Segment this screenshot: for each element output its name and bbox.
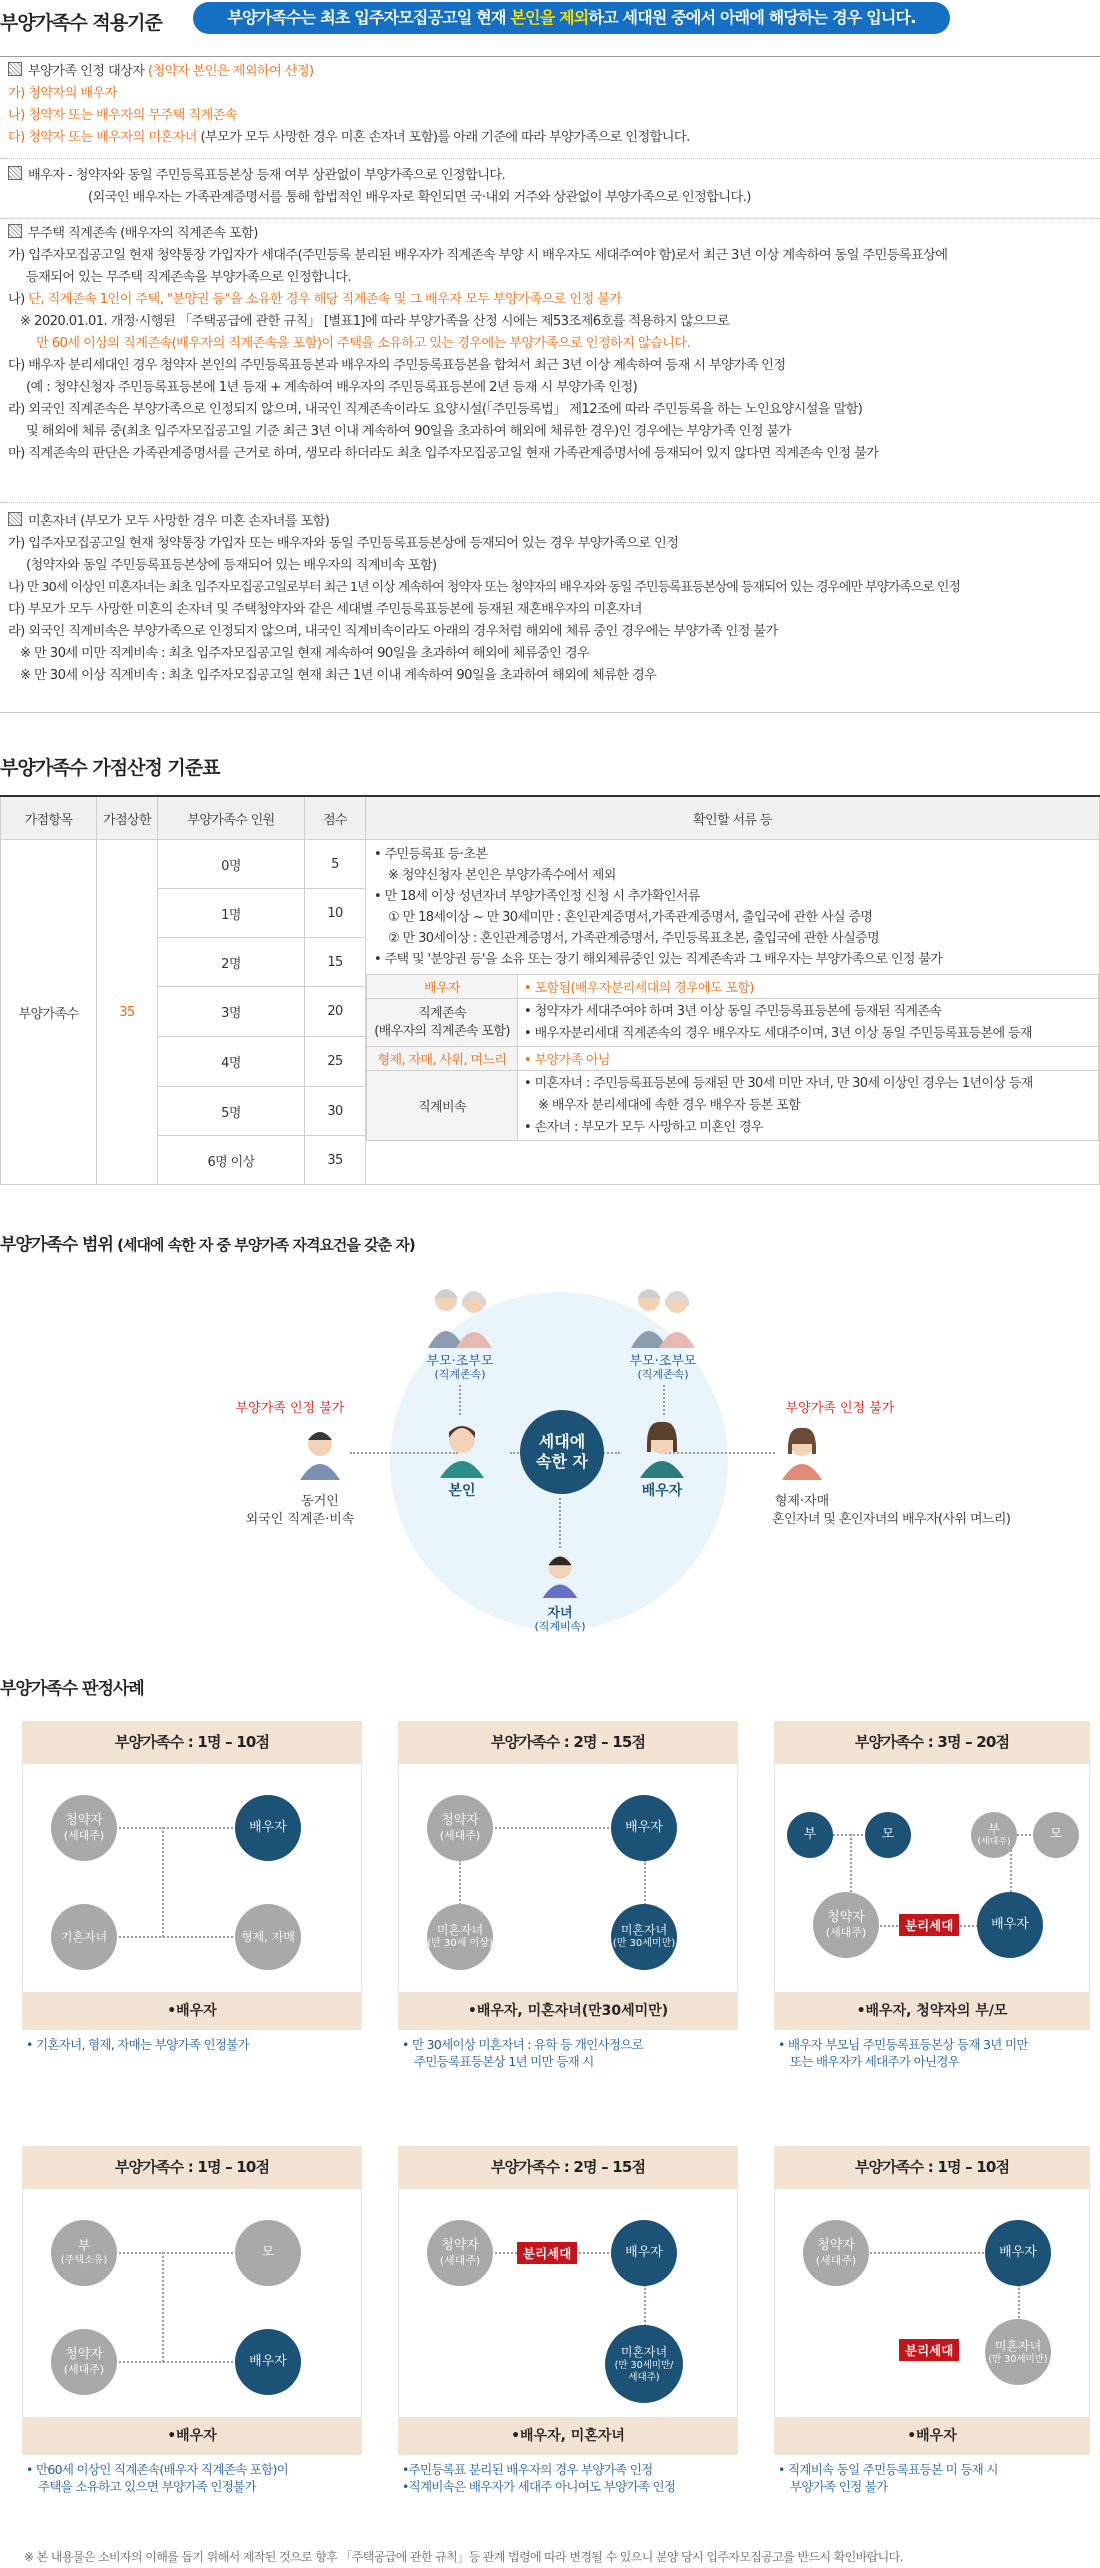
card-header: 부양가족수 : 2명 – 15점 bbox=[398, 2146, 738, 2189]
right-label2: 혼인자녀 및 혼인자녀의 배우자(사위 며느리) bbox=[772, 1512, 1011, 1527]
card-result: •배우자 bbox=[22, 1992, 362, 2030]
sub-key: 배우자 bbox=[367, 975, 518, 999]
col-header: 가점상한 bbox=[97, 796, 158, 840]
count-cell: 5명 bbox=[158, 1087, 305, 1136]
sub-key: 형제, 자매, 사위, 며느리 bbox=[367, 1047, 518, 1071]
count-cell: 1명 bbox=[158, 889, 305, 938]
unmarried-child-node: 미혼자녀 (만 30세미만) bbox=[611, 1904, 677, 1970]
self-icon bbox=[432, 1418, 492, 1478]
left-label1: 동거인 bbox=[301, 1494, 339, 1509]
target-b: 나) 청약자 또는 배우자의 무주택 직계존속 bbox=[8, 108, 237, 123]
ascendant-l9: 및 해외에 체류 중(최초 입주자모집공고일 기준 최근 3년 이내 계속하여 90일을 초과하여 해외에 체류한 경우)인 경우에는 부양가족 인정 불가 bbox=[26, 424, 791, 439]
card-note: • 만60세 이상인 직계존속(배우자 직계존속 포함)이 주택을 소유하고 있으면 부양가족 인정불가 bbox=[26, 2462, 289, 2494]
connector bbox=[867, 2252, 987, 2254]
connector bbox=[115, 2361, 245, 2363]
spouse-father-node: 부 (세대주) bbox=[971, 1812, 1017, 1858]
target-c: 다) 청약자 또는 배우자의 미혼자녀 (부모가 모두 사망한 경우 미혼 손자녀 포함)를 아래 기준에 따라 부양가족으로 인정합니다. bbox=[8, 130, 690, 145]
unmarried-child-30plus-node: 미혼자녀 (만 30세 이상) bbox=[427, 1904, 493, 1970]
spouse-node: 배우자 bbox=[235, 2329, 301, 2395]
ascendant-l4: ※ 2020.01.01. 개정·시행된 「주택공급에 관한 규칙」 [별표1]에 따라 부양가족을 산정 시에는 제53조제6호를 적용하지 않으므로 bbox=[20, 314, 730, 329]
sub-value: • 미혼자녀 : 주민등록표등본에 등재된 만 30세 미만 자녀, 만 30세 이상인 경우는 1년이상 등재 ※ 배우자 분리세대에 속한 경우 배우자 등본 포함 • 손자녀 : 부모가 모두 사망하고 미혼인 경우 bbox=[518, 1071, 1099, 1141]
connector bbox=[644, 1860, 646, 1905]
spouse-line1: 배우자 - 청약자와 동일 주민등록표등본상 등재 여부 상관없이 부양가족으로 인정합니다. bbox=[8, 166, 505, 186]
score-cell: 5 bbox=[305, 840, 366, 889]
card-header: 부양가족수 : 1명 – 10점 bbox=[22, 1721, 362, 1764]
card-header: 부양가족수 : 2명 – 15점 bbox=[398, 1721, 738, 1764]
card-diagram bbox=[398, 1764, 738, 1992]
card-result: •배우자, 청약자의 부/모 bbox=[774, 1992, 1090, 2030]
spouse-icon bbox=[632, 1418, 692, 1478]
connector bbox=[491, 1827, 621, 1829]
banner-highlight: 본인을 제외 bbox=[510, 8, 589, 27]
case-card-2 bbox=[398, 1721, 738, 2070]
descendant-l5: 라) 외국인 직계비속은 부양가족으로 인정되지 않으며, 내국인 직계비속이라도 아래의 경우처럼 해외에 체류 중인 경우에는 부양가족 인정 불가 bbox=[8, 624, 778, 639]
card-diagram bbox=[398, 2189, 738, 2417]
ascendant-l3: 나) 단, 직계존속 1인이 주택, "분양권 등"을 소유한 경우 해당 직계존속 및 그 배우자 모두 부양가족으로 인정 불가 bbox=[8, 292, 622, 307]
target-heading: 부양가족 인정 대상자 (청약자 본인은 제외하여 산정) bbox=[8, 62, 314, 82]
doc-line: • 주민등록표 등·초본 bbox=[374, 847, 488, 862]
connector bbox=[115, 1827, 245, 1829]
divider bbox=[0, 56, 1100, 57]
spouse-label: 배우자 bbox=[641, 1483, 683, 1499]
separate-household-tag: 분리세대 bbox=[899, 1914, 959, 1936]
spouse-node: 배우자 bbox=[611, 2220, 677, 2286]
sibling-node: 형제, 자매 bbox=[235, 1904, 301, 1970]
checkbox-icon bbox=[8, 166, 22, 180]
ascendant-l5: 만 60세 이상의 직계존속(배우자의 직계존속을 포함)이 주택을 소유하고 있는 경우에는 부양가족으로 인정하지 않습니다. bbox=[36, 336, 691, 351]
cohabitant-icon bbox=[290, 1422, 350, 1480]
case-card-1 bbox=[22, 1721, 362, 2053]
card-diagram bbox=[22, 2189, 362, 2417]
divider bbox=[0, 218, 1100, 219]
card-note: •주민등록표 분리된 배우자의 경우 부양가족 인정 •직계비속은 배우자가 세대주 아니여도 부양가족 인정 bbox=[402, 2462, 676, 2494]
case-card-4 bbox=[22, 2146, 362, 2495]
father-node: 부 bbox=[787, 1812, 833, 1858]
ascendant-l2: 등재되어 있는 무주택 직계존속을 부양가족으로 인정합니다. bbox=[26, 270, 352, 285]
divider bbox=[0, 158, 1100, 159]
spouse-node: 배우자 bbox=[977, 1892, 1043, 1958]
doc-line: ② 만 30세이상 : 혼인관계증명서, 가족관계증명서, 주민등록표초본, 출입국에 관한 사실증명 bbox=[388, 931, 880, 946]
descendant-l6: ※ 만 30세 미만 직계비속 : 최초 입주자모집공고일 현재 계속하여 90일을 초과하여 해외에 체류중인 경우 bbox=[20, 646, 590, 661]
sub-value: • 청약자가 세대주여야 하며 3년 이상 동일 주민등록표등본에 등재된 직계존속 • 배우자분리세대 직계존속의 경우 배우자도 세대주이며, 3년 이상 동일 주민등록표등본에 등재 bbox=[518, 999, 1099, 1047]
connector bbox=[850, 1834, 852, 1896]
siblings-icon bbox=[772, 1422, 832, 1480]
ascendant-l7: (예 : 청약신청자 주민등록표등본에 1년 등재 + 계속하여 배우자의 주민등록표등본에 2년 등재 시 부양가족 인정) bbox=[26, 380, 638, 395]
card-diagram bbox=[22, 1764, 362, 1992]
col-header: 가점항목 bbox=[1, 796, 97, 840]
col-header: 확인할 서류 등 bbox=[366, 796, 1100, 840]
count-cell: 2명 bbox=[158, 938, 305, 987]
left-not-allowed: 부양가족 인정 불가 bbox=[235, 1401, 345, 1416]
married-child-node: 기혼자녀 bbox=[51, 1904, 117, 1970]
ascendant-l6: 다) 배우자 분리세대인 경우 청약자 본인의 주민등록표등본과 배우자의 주민등록표등본을 합쳐서 최근 3년 이상 계속하여 등재 시 부양가족 인정 bbox=[8, 358, 786, 373]
max-cell: 35 bbox=[97, 840, 158, 1185]
applicant-node: 청약자 (세대주) bbox=[803, 2220, 869, 2286]
sub-key: 직계비속 bbox=[367, 1071, 518, 1141]
ascendant-heading: 무주택 직계존속 (배우자의 직계존속 포함) bbox=[8, 224, 258, 244]
gp-right-label: 부모·조부모 bbox=[629, 1354, 697, 1369]
spouse-node: 배우자 bbox=[611, 1795, 677, 1861]
section2-title: 부양가족수 가점산정 기준표 bbox=[0, 757, 220, 779]
criteria-banner bbox=[193, 2, 950, 34]
descendant-l2: (청약자와 동일 주민등록표등본상에 등재되어 있는 배우자의 직계비속 포함) bbox=[26, 558, 437, 573]
self-label: 본인 bbox=[448, 1483, 476, 1499]
sub-value: • 부양가족 아님 bbox=[518, 1047, 1099, 1071]
applicant-node: 청약자 (세대주) bbox=[427, 1795, 493, 1861]
col-header: 점수 bbox=[305, 796, 366, 840]
count-cell: 0명 bbox=[158, 840, 305, 889]
divider bbox=[0, 712, 1100, 713]
applicant-node: 청약자 (세대주) bbox=[427, 2220, 493, 2286]
score-table bbox=[0, 795, 1100, 1185]
left-label2: 외국인 직계존·비속 bbox=[245, 1512, 355, 1527]
applicant-node: 청약자 (세대주) bbox=[813, 1892, 879, 1958]
child-sub: (직계비속) bbox=[534, 1620, 586, 1633]
separate-household-tag: 분리세대 bbox=[899, 2339, 959, 2361]
card-note: • 배우자 부모님 주민등록표등본상 등재 3년 미만 또는 배우자가 세대주가 아닌경우 bbox=[778, 2037, 1028, 2069]
checkbox-icon bbox=[8, 62, 22, 76]
father-owner-node: 부 (주택소유) bbox=[51, 2220, 117, 2286]
card-header: 부양가족수 : 3명 – 20점 bbox=[774, 1721, 1090, 1764]
unmarried-child-node: 미혼자녀 (만 30세미만) bbox=[985, 2319, 1051, 2385]
checkbox-icon bbox=[8, 224, 22, 238]
descendant-heading: 미혼자녀 (부모가 모두 사망한 경우 미혼 손자녀를 포함) bbox=[8, 512, 329, 532]
separate-household-tag: 분리세대 bbox=[517, 2242, 577, 2264]
checkbox-icon bbox=[8, 512, 22, 526]
card-diagram bbox=[774, 2189, 1090, 2417]
card-result: •배우자 bbox=[774, 2417, 1090, 2455]
spouse-mother-node: 모 bbox=[1033, 1812, 1079, 1858]
card-result: •배우자 bbox=[22, 2417, 362, 2455]
score-cell: 20 bbox=[305, 987, 366, 1037]
connector bbox=[459, 1385, 461, 1415]
descendant-l7: ※ 만 30세 이상 직계비속 : 최초 입주자모집공고일 현재 최근 1년 이내 계속하여 90일을 초과하여 해외에 체류한 경우 bbox=[20, 668, 657, 683]
right-label1: 형제·자매 bbox=[774, 1494, 830, 1509]
ascendant-l1: 가) 입주자모집공고일 현재 청약통장 가입자가 세대주(주민등록 분리된 배우자가 직계존속 부양 시 배우자도 세대주여야 함)로서 최근 3년 이상 계속하여 동일 주민등록표상에 bbox=[8, 248, 948, 263]
ascendant-l10: 마) 직계존속의 판단은 가족관계증명서를 근거로 하며, 생모라 하더라도 최초 입주자모집공고일 현재 가족관계증명서에 등재되어 있지 않다면 직계존속 인정 불가 bbox=[8, 446, 879, 461]
connector bbox=[644, 2285, 646, 2330]
score-cell: 35 bbox=[305, 1136, 366, 1185]
connector bbox=[162, 1827, 164, 1937]
descendant-l3: 나) 만 30세 이상인 미혼자녀는 최초 입주자모집공고일로부터 최근 1년 이상 계속하여 청약자 또는 청약자의 배우자와 동일 주민등록표등본상에 등재되어 있는 경우에만 부양가족으로 인정 bbox=[8, 580, 960, 595]
mother-node: 모 bbox=[235, 2220, 301, 2286]
card-diagram bbox=[774, 1764, 1090, 1992]
doc-line: • 만 18세 이상 성년자녀 부양가족인정 신청 시 추가확인서류 bbox=[374, 889, 700, 904]
connector bbox=[162, 2252, 164, 2362]
case-card-5 bbox=[398, 2146, 738, 2495]
case-card-6 bbox=[774, 2146, 1090, 2495]
applicant-node: 청약자 (세대주) bbox=[51, 1795, 117, 1861]
household-center: 세대에 속한 자 bbox=[520, 1410, 604, 1494]
score-cell: 25 bbox=[305, 1037, 366, 1087]
card-result: •배우자, 미혼자녀 bbox=[398, 2417, 738, 2455]
gp-left-sub: (직계존속) bbox=[434, 1368, 486, 1381]
descendant-l1: 가) 입주자모집공고일 현재 청약통장 가입자 또는 배우자와 동일 주민등록표등본상에 등재되어 있는 경우 부양가족으로 인정 bbox=[8, 536, 679, 551]
score-cell: 30 bbox=[305, 1087, 366, 1136]
gp-right-sub: (직계존속) bbox=[637, 1368, 689, 1381]
doc-line: ① 만 18세이상 ~ 만 30세미만 : 혼인관계증명서,가족관계증명서, 출입국에 관한 사실 증명 bbox=[388, 910, 873, 925]
disclaimer-footer: ※ 본 내용물은 소비자의 이해를 돕기 위해서 제작된 것으로 향후 「주택공급에 관한 규칙」등 관계 법령에 따라 변경될 수 있으니 분양 당시 입주자모집공고를 반드시 확인바랍니다. bbox=[24, 2550, 903, 2564]
right-not-allowed: 부양가족 인정 불가 bbox=[785, 1401, 895, 1416]
card-note: • 만 30세이상 미혼자녀 : 유학 등 개인사정으로 주민등록표등본상 1년 미만 등재 시 bbox=[402, 2037, 643, 2069]
unmarried-child-node: 미혼자녀 (만 30세미만/ 세대주) bbox=[605, 2325, 683, 2403]
score-cell: 15 bbox=[305, 938, 366, 987]
card-note: • 기혼자녀, 형제, 자매는 부양가족 인정불가 bbox=[26, 2037, 249, 2052]
count-cell: 4명 bbox=[158, 1037, 305, 1087]
count-cell: 6명 이상 bbox=[158, 1136, 305, 1185]
card-header: 부양가족수 : 1명 – 10점 bbox=[774, 2146, 1090, 2189]
descendant-l4: 다) 부모가 모두 사망한 미혼의 손자녀 및 주택청약자와 같은 세대별 주민등록표등본에 등재된 재혼배우자의 미혼자녀 bbox=[8, 602, 642, 617]
banner-text: 부양가족수는 최초 입주자모집공고일 현재 bbox=[227, 8, 511, 27]
case-card-3 bbox=[774, 1721, 1090, 2070]
spouse-line2: (외국인 배우자는 가족관계증명서를 통해 합법적인 배우자로 확인되면 국·내외 거주와 상관없이 부양가족으로 인정합니다.) bbox=[88, 190, 751, 205]
doc-line: ※ 청약신청자 본인은 부양가족수에서 제외 bbox=[388, 868, 616, 883]
grandparents-icon bbox=[420, 1278, 500, 1348]
connector bbox=[559, 1498, 561, 1548]
card-result: •배우자, 미혼자녀(만30세미만) bbox=[398, 1992, 738, 2030]
sub-key: 직계존속 (배우자의 직계존속 포함) bbox=[367, 999, 518, 1047]
connector bbox=[663, 1385, 665, 1415]
child-icon bbox=[531, 1548, 589, 1598]
target-a: 가) 청약자의 배우자 bbox=[8, 86, 117, 101]
child-label: 자녀 bbox=[547, 1606, 573, 1621]
grandparents-icon bbox=[623, 1278, 703, 1348]
doc-line: • 주택 및 '분양권 등'을 소유 또는 장기 해외체류중인 있는 직계존속과 그 배우자는 부양가족으로 인정 불가 bbox=[374, 952, 943, 967]
col-header: 부양가족수 인원 bbox=[158, 796, 305, 840]
connector bbox=[115, 2252, 245, 2254]
ascendant-l8: 라) 외국인 직계존속은 부양가족으로 인정되지 않으며, 내국인 직계존속이라도 요양시설(「주민등록법」 제12조에 따라 주민등록을 하는 노인요양시설을 말함) bbox=[8, 402, 863, 417]
connector bbox=[115, 1936, 245, 1938]
banner-text-end: 하고 세대원 중에서 아래에 해당하는 경우 입니다. bbox=[588, 8, 916, 27]
applicant-node: 청약자 (세대주) bbox=[51, 2329, 117, 2395]
score-cell: 10 bbox=[305, 889, 366, 938]
spouse-node: 배우자 bbox=[985, 2220, 1051, 2286]
card-note: • 직계비속 동일 주민등록표등본 미 등재 시 부양가족 인정 불가 bbox=[778, 2462, 998, 2494]
sub-value: • 포함됨(배우자분리세대의 경우에도 포함) bbox=[518, 975, 1099, 999]
spouse-node: 배우자 bbox=[235, 1795, 301, 1861]
divider bbox=[0, 502, 1100, 503]
section4-title: 부양가족수 판정사례 bbox=[0, 1679, 144, 1699]
section3-title: 부양가족수 범위 (세대에 속한 자 중 부양가족 자격요건을 갖춘 자) bbox=[0, 1235, 415, 1255]
docs-cell bbox=[366, 840, 1100, 1185]
sub-table bbox=[366, 974, 1099, 1141]
section1-title: 부양가족수 적용기준 bbox=[0, 12, 162, 34]
mother-node: 모 bbox=[865, 1812, 911, 1858]
connector bbox=[1018, 2285, 1020, 2321]
connector bbox=[459, 1860, 461, 1905]
gp-left-label: 부모·조부모 bbox=[426, 1354, 494, 1369]
card-header: 부양가족수 : 1명 – 10점 bbox=[22, 2146, 362, 2189]
item-cell: 부양가족수 bbox=[1, 840, 97, 1185]
count-cell: 3명 bbox=[158, 987, 305, 1037]
